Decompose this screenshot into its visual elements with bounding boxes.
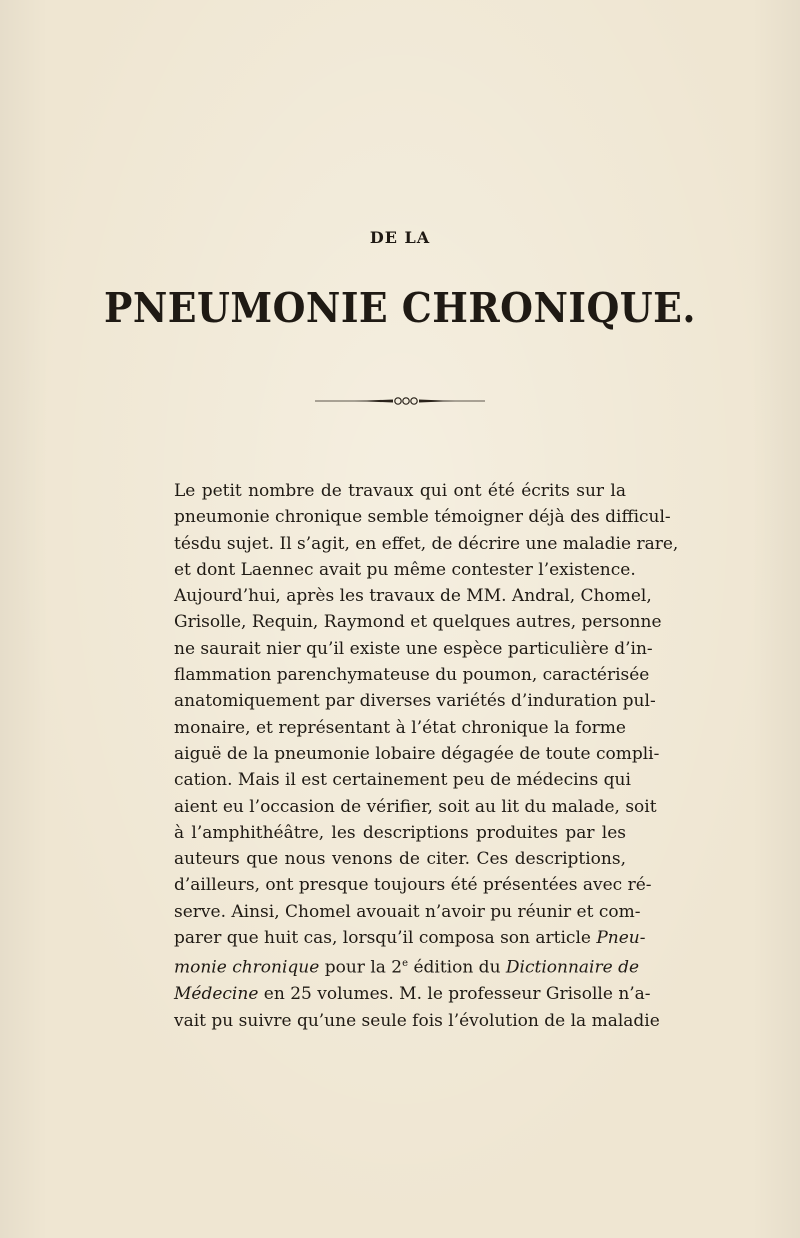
- italic-title-run: Médecine: [174, 984, 259, 1005]
- text-line: Aujourd’hui, après les travaux de MM. Andral, Chomel,: [174, 586, 652, 607]
- text-run: en 25 volumes. M. le professeur Grisolle n’a-: [258, 984, 651, 1005]
- text-line: cation. Mais il est certainement peu de médecins qui: [174, 770, 631, 791]
- text-line: serve. Ainsi, Chomel avouait n’avoir pu réunir et com-: [174, 901, 641, 922]
- text-line: flammation parenchymateuse du poumon, caractérisée: [174, 665, 650, 686]
- decorative-rule-ornament-icon: [315, 392, 485, 410]
- italic-title-run: monie chronique: [174, 958, 320, 978]
- text-line: [174, 981, 651, 1007]
- text-line: [174, 951, 640, 981]
- text-line: aiguë de la pneumonie lobaire dégagée de toute compli-: [174, 743, 660, 764]
- text-line: monaire, et représentant à l’état chronique la forme: [174, 717, 626, 738]
- superscript: e: [402, 958, 409, 970]
- text-run: parer que huit cas, lorsqu’il composa son article: [174, 928, 597, 949]
- text-line: auteurs que nous venons de citer. Ces descriptions,: [174, 849, 626, 870]
- italic-title-run: Dictionnaire de: [505, 958, 640, 978]
- text-line: tésdu sujet. Il s’agit, en effet, de décrire une maladie rare,: [174, 533, 679, 554]
- text-line: et dont Laennec avait pu même contester l’existence.: [174, 559, 636, 580]
- pre-title: DE LA: [369, 228, 431, 247]
- page-title: PNEUMONIE CHRONIQUE.: [104, 284, 696, 332]
- body-paragraph: [174, 478, 679, 1034]
- text-line: vait pu suivre qu’une seule fois l’évolution de la maladie: [174, 1010, 660, 1031]
- text-line: à l’amphithéâtre, les descriptions produites par les: [174, 822, 626, 843]
- text-line: d’ailleurs, ont presque toujours été présentées avec ré-: [174, 875, 652, 896]
- text-run: pour la 2: [319, 958, 403, 978]
- italic-title-run: Pneu-: [596, 928, 646, 949]
- text-line: pneumonie chronique semble témoigner déjà des difficul-: [174, 507, 671, 528]
- text-line: [174, 925, 646, 951]
- text-line: Grisolle, Requin, Raymond et quelques autres, personne: [174, 612, 662, 633]
- text-line: anatomiquement par diverses variétés d’induration pul-: [174, 691, 656, 712]
- text-run: édition du: [408, 958, 506, 978]
- text-line: ne saurait nier qu’il existe une espèce particulière d’in-: [174, 638, 653, 659]
- text-line: aient eu l’occasion de vérifier, soit au lit du malade, soit: [174, 796, 657, 817]
- text-line: Le petit nombre de travaux qui ont été écrits sur la: [174, 481, 626, 501]
